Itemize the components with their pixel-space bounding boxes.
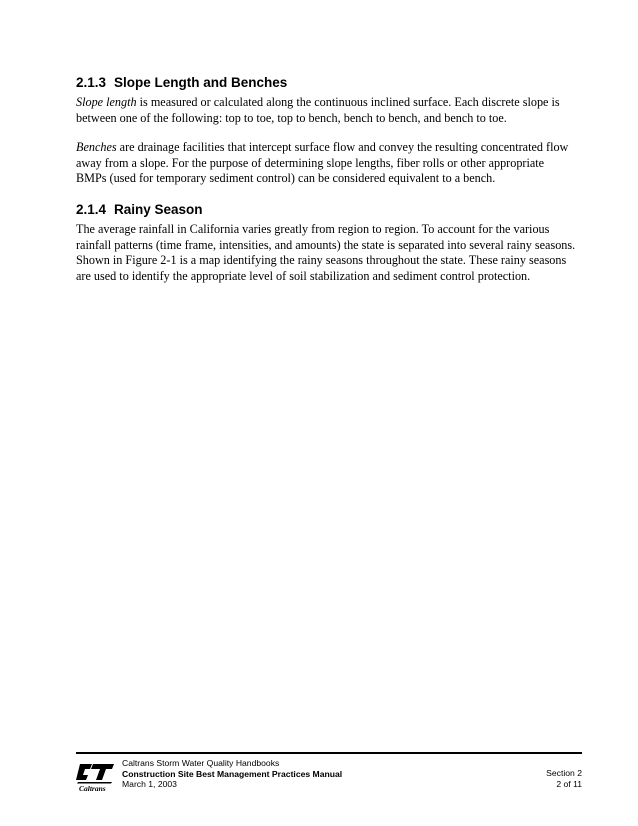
paragraph-benches [76,140,576,187]
term-slope-length: Slope length [76,95,137,109]
footer-handbook-title: Caltrans Storm Water Quality Handbooks [122,758,280,768]
footer-divider [76,752,582,754]
paragraph-rainy-season [76,222,576,284]
footer-info [122,758,342,790]
footer-section: Section 2 [546,768,582,778]
footer-date: March 1, 2003 [122,779,177,789]
page-body [76,74,576,298]
section-heading-2-1-4 [76,201,576,218]
section-title: Rainy Season [114,201,203,217]
section-number: 2.1.4 [76,201,107,217]
caltrans-logo [76,758,118,792]
term-benches: Benches [76,140,117,155]
section-heading-2-1-3 [76,74,576,91]
section-number: 2.1.3 [76,75,107,90]
section-title: Slope Length and Benches [114,75,288,90]
page-footer [76,756,582,796]
paragraph-text: The average rainfall in California varies greatly from region to region. To account for the various rainfall patterns (time frame, intensities, and amounts) the state is separated into several rainy seasons. Shown in Figure 2-1 is a map identifying the rainy seasons throughout the state. These rainy seasons are used to identify the appropriate level of soil stabilization and sediment control protection. [76,221,576,283]
paragraph-text: is measured or calculated along the continuous inclined surface. Each discrete slope is between one of the following: top to toe, top to bench, bench to bench, and bench to toe. [76,95,560,125]
footer-page-info [546,768,582,789]
paragraph-text: are drainage facilities that intercept surface flow and convey the resulting concentrated flow away from a slope. For the purpose of determining slope lengths, fiber rolls or other appropriate BMPs (used for temporary sediment control) can be considered equivalent to a bench. [76,140,569,186]
logo-wordmark: Caltrans [79,784,106,792]
footer-manual-title: Construction Site Best Management Practices Manual [122,768,343,779]
footer-page-number: 2 of 11 [556,778,582,789]
paragraph-slope-length [76,95,576,126]
